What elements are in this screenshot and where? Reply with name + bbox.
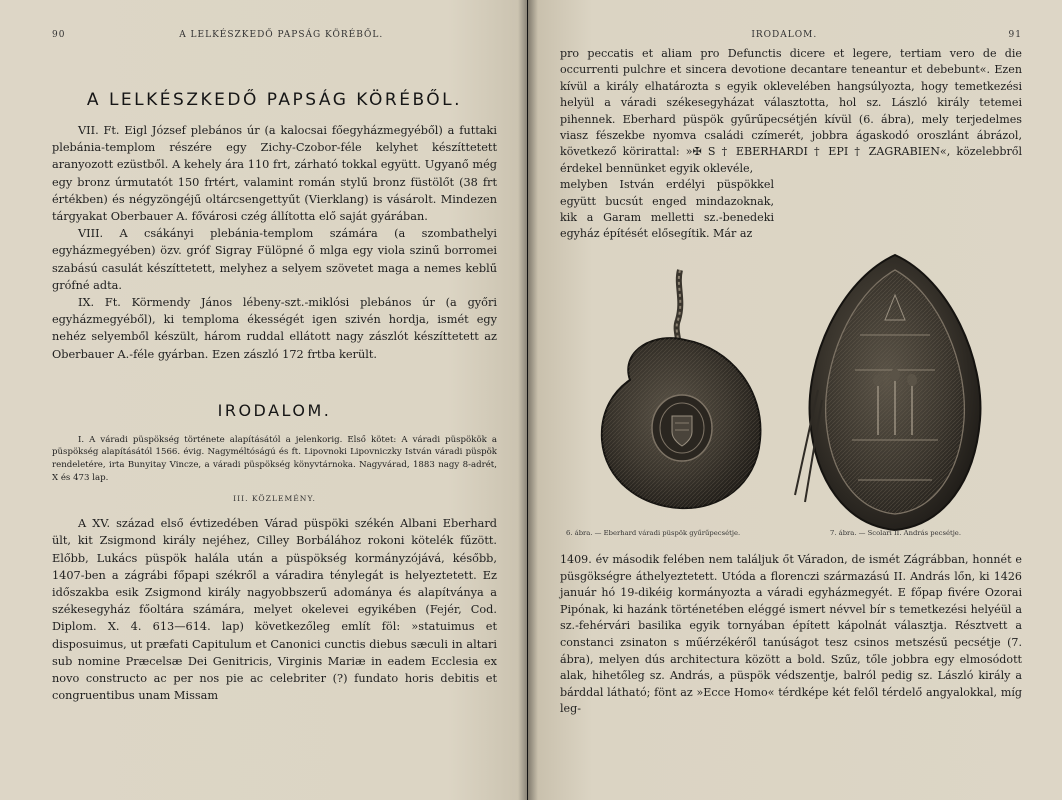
book-gutter	[518, 0, 538, 800]
section-title: A LELKÉSZKEDŐ PAPSÁG KÖRÉBŐL.	[86, 90, 463, 110]
running-head-title-left: A LELKÉSZKEDŐ PAPSÁG KÖRÉBŐL.	[179, 30, 384, 40]
right-top-text	[560, 46, 1022, 243]
seal-fig6	[602, 270, 761, 508]
figures	[560, 240, 1022, 545]
running-head-left	[52, 30, 497, 46]
seal-illustrations	[560, 240, 1022, 545]
text-after-figures: 1409. év második felében nem találjuk őt Váradon, de ismét Zágrábban, honnét e püsgökségre áthelyeztetett. Utóda a florenczi származású II. András lőn, ki 1426 január hó 19-dikéig kormányozta a váradi egyházmegyét. E főpap fivére Ozorai Pipónak, ki hazánk történetében eléggé ismert névvel bír s temetkezési helyéül a sz.-fehérvári basilika egyik tornyában épített kápolnát választja. Résztvett a constanci zsinaton s műérzékéről tanúságot tesz csinos metszésű pecsétje (7. ábra), melyen dús architectura között a bold. Szűz, tőle jobbra egy elmosódott alak, hihetőleg sz. András, a püspök védszentje, balról pedig sz. László király a bárddal látható; fönt az »Ecce Homo« térdképe két felől térdelő angyalokkal, míg leg-	[560, 553, 1022, 716]
book-entry: I. A váradi püspökség története alapításától a jelenkorig. Első kötet: A váradi püspökök a püspökség alapításától 1566. évig. Nagyméltóságú és ft. Lipovnoki Lipovniczky István váradi püspök rendeletére, irta Bunyitay Vincze, a váradi püspökség könyvtárnoka. Nagyvárad, 1883 nagy 8-adrét, X és 473 lap.	[52, 434, 497, 483]
right-page	[528, 0, 1062, 800]
seal-fig7	[795, 255, 980, 530]
page-number-left: 90	[52, 30, 66, 40]
body-text-left: A XV. század első évtizedében Várad püspöki székén Albani Eberhard ült, kit Zsigmond király nejéhez, Cilley Borbálához rokoni kötelék fűzött. Előbb, Lukács püspök halála után a püspökség kormányzójává, később, 1407-ben a zágrábi főpapi székről a váradira ténylegát is helyeztetett. Ez időszakba esik Zsigmond király nagyobbszerű adományа és alapítványa a székesegyház főoltára számára, melyet okelevei egyikében (Fejér, Cod. Diplom. X. 4. 613—614. lap) következőleg említ föl: »statuimus et disposuimus, ut præfati Capitulum et Canonici cunctis diebus sæculi in altari sub nomine Præcelsæ Dei Genitricis, Virginis Mariæ in eadem Ecclesia ex novo constructo ac per nos pie ac celebriter (?) fundato horis debitis et congruentibus unam Missam	[52, 517, 497, 703]
right-bottom-text	[560, 552, 1022, 718]
text-continuation: pro peccatis et aliam pro Defunctis dicere et legere, tertiam vero de die occurrenti pulchre et sincera devotione decantare teneantur et debebunt«. Ezen kívül a király elhatározta s egyik oklevelében hangsúlyozta, hogy temetkezési helyül a váradi székesegyházat választotta, hol sz. László király tetemei pihennek. Eberhard püspök gyűrűpecsétjén kívül (6. ábra), mely terjedelmes viasz fészekbe nyomva családi czímerét, jobbra ágaskodó oroszlánt ábrázol, következő körirattal: »✠ S † EBERHARDI † EPI † ZAGRABIEN«, közelebbről érdekel bennünket egyik oklevéle,	[560, 47, 1022, 175]
paragraph-ix: IX. Ft. Körmendy János lébeny-szt.-miklósi plebános úr (a győri egyházmegyéből), ki temploma ékességét igen szivén hordja, ismét egy nehéz selyemből készült, három ruddal ellátott nagy zászlót készíttetett az Oberbauer A.-féle gyárban. Ezen zászló 172 frtba került.	[52, 296, 497, 361]
literature-title: IRODALOM.	[217, 400, 332, 420]
paragraph-vii: VII. Ft. Eigl József plebános úr (a kalocsai főegyházmegyéből) a futtaki plebánia-templom részére egy Zichy-Czobor-féle kelyhet készíttetett aranyozott ezüstből. A kehely ára 110 frt, zárható tokkal együtt. Ugyanő még egy bronz úrmutatót 150 frtért, valamint román stylű bronz füstölőt (38 frt értékben) és négyzöngéjű oltárcsengettyűt (Vierklang) is vásárolt. Mindezen tárgyakat Oberbauer A. fővárosi czég állította elő saját gyárában.	[52, 124, 497, 224]
subheading: III. KÖZLEMÉNY.	[233, 494, 316, 504]
caption-fig6: 6. ábra. — Eberhard váradi püspök gyűrűpecsétje.	[566, 529, 741, 537]
paragraph-viii: VIII. A csákányi plebánia-templom számára (a szombathelyi egyházmegyében) özv. gróf Sigray Fülöpné ő mlga egy viola szinű borromei szabású casulát készíttetett, melyhez a selyem szövetet maga a nemes keblű grófné adta.	[52, 227, 497, 292]
running-head-right	[560, 30, 1022, 46]
running-head-title-right: IRODALOM.	[751, 30, 818, 40]
text-wrap-beside-figure: melyben István erdélyi püspökkel együtt bucsút enged mindazoknak, kik a Garam melletti sz.-benedeki egyház építését elősegítik. Már az	[560, 178, 774, 241]
left-page	[0, 0, 527, 800]
caption-fig7: 7. ábra. — Scolari II. András pecsétje.	[830, 529, 961, 537]
page-number-right: 91	[1008, 30, 1022, 40]
